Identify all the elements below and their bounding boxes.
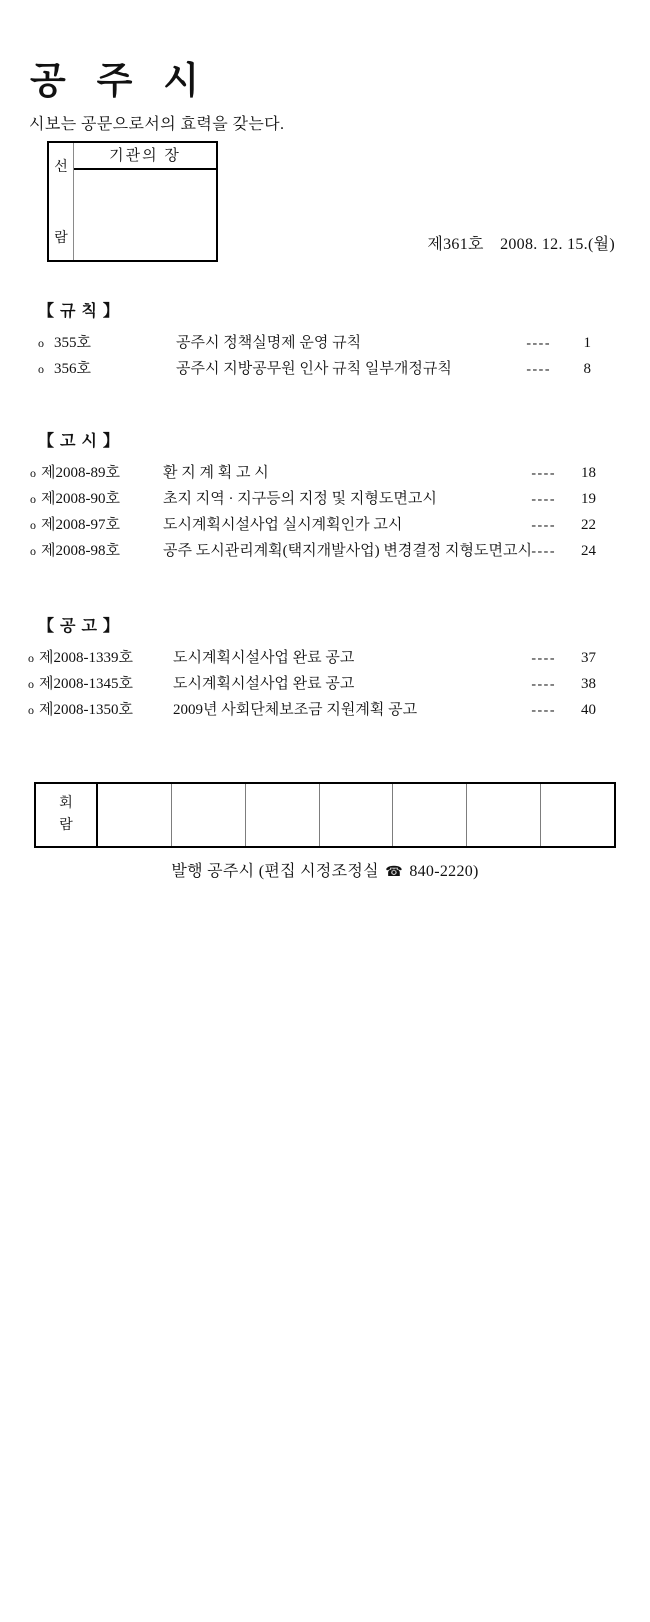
entry-leader-dots: ---- xyxy=(526,336,551,351)
approval-box xyxy=(47,141,218,262)
entry-number: 제2008-1339호 xyxy=(39,650,133,666)
entry-number: 제2008-98호 xyxy=(41,543,120,559)
entry-title: 초지 지역 · 지구등의 지정 및 지형도면고시 xyxy=(163,491,437,507)
circulation-cell[interactable] xyxy=(320,784,394,846)
list-item[interactable] xyxy=(0,646,650,672)
section-title-gosi: 【 고 시 】 xyxy=(38,433,120,450)
entry-bullet-icon: o xyxy=(38,362,44,376)
circulation-label-top: 회 xyxy=(59,796,73,812)
list-item[interactable] xyxy=(0,513,650,539)
entry-leader-dots: ---- xyxy=(531,651,556,666)
approval-right-column xyxy=(74,143,216,260)
list-item[interactable] xyxy=(0,698,650,724)
entry-page-number: 18 xyxy=(556,465,596,1385)
entry-bullet-icon: o xyxy=(30,544,36,558)
entry-title: 도시계획시설사업 완료 공고 xyxy=(173,650,355,666)
issue-number: 제361호 xyxy=(427,236,484,253)
circulation-label xyxy=(36,784,98,846)
circulation-label-bottom: 람 xyxy=(59,818,73,833)
section-title-rules: 【 규 칙 】 xyxy=(38,303,120,320)
circulation-cell[interactable] xyxy=(98,784,172,846)
entry-number: 355호 xyxy=(54,335,91,351)
list-item[interactable] xyxy=(0,487,650,513)
entry-number: 356호 xyxy=(54,361,91,377)
entry-leader-dots: ---- xyxy=(531,703,556,718)
entry-leader-dots: ---- xyxy=(531,677,556,692)
entry-title: 도시계획시설사업 실시계획인가 고시 xyxy=(163,517,403,533)
entry-leader-dots: ---- xyxy=(526,362,551,377)
page-title: 공 주 시 xyxy=(30,58,208,102)
approval-side-label xyxy=(49,143,74,260)
entry-number: 제2008-1345호 xyxy=(39,676,133,692)
issue-date: 2008. 12. 15.(월) xyxy=(500,236,615,253)
approval-side-label-bottom: 람 xyxy=(54,231,68,246)
circulation-table xyxy=(34,782,616,848)
entry-number: 제2008-90호 xyxy=(41,491,120,507)
entry-title: 공주시 정책실명제 운영 규칙 xyxy=(176,335,362,351)
entry-bullet-icon: o xyxy=(28,677,34,691)
list-item[interactable] xyxy=(0,672,650,698)
masthead-subtitle: 시보는 공문으로서의 효력을 갖는다. xyxy=(29,116,285,133)
approval-header-label: 기관의 장 xyxy=(74,143,216,170)
entry-number: 제2008-89호 xyxy=(41,465,120,481)
approval-side-label-top: 선 xyxy=(54,160,68,175)
entry-bullet-icon: o xyxy=(38,336,44,350)
entry-page-number: 40 xyxy=(556,702,596,1622)
footer xyxy=(0,858,650,881)
entry-title: 2009년 사회단체보조금 지원계획 공고 xyxy=(173,702,418,718)
entry-title: 공주시 지방공무원 인사 규칙 일부개정규칙 xyxy=(176,361,452,377)
entry-page-number: 24 xyxy=(556,543,596,1463)
entry-leader-dots: ---- xyxy=(531,518,556,533)
entry-page-number: 37 xyxy=(556,650,596,1570)
list-item[interactable] xyxy=(0,331,650,357)
entry-leader-dots: ---- xyxy=(531,466,556,481)
entry-title: 공주 도시관리계획(택지개발사업) 변경결정 지형도면고시 xyxy=(163,543,533,559)
approval-signature-area xyxy=(74,170,216,260)
entry-leader-dots: ---- xyxy=(531,544,556,559)
section-title-gonggo: 【 공 고 】 xyxy=(38,618,120,635)
entry-bullet-icon: o xyxy=(28,651,34,665)
circulation-cell[interactable] xyxy=(246,784,320,846)
circulation-cell[interactable] xyxy=(467,784,541,846)
entry-page-number: 8 xyxy=(551,361,591,1281)
footer-phone: 840-2220) xyxy=(409,863,479,880)
entry-bullet-icon: o xyxy=(28,703,34,717)
circulation-cell[interactable] xyxy=(393,784,467,846)
circulation-cell[interactable] xyxy=(541,784,614,846)
footer-publisher: 발행 공주시 (편집 시정조정실 xyxy=(171,863,379,880)
entry-number: 제2008-97호 xyxy=(41,517,120,533)
list-item[interactable] xyxy=(0,539,650,565)
list-item[interactable] xyxy=(0,357,650,383)
section-gosi xyxy=(0,428,650,565)
list-item[interactable] xyxy=(0,461,650,487)
entry-page-number: 19 xyxy=(556,491,596,1411)
entry-bullet-icon: o xyxy=(30,518,36,532)
entry-title: 환 지 계 획 고 시 xyxy=(163,465,269,481)
entry-page-number: 22 xyxy=(556,517,596,1437)
circulation-cell[interactable] xyxy=(172,784,246,846)
entry-leader-dots: ---- xyxy=(531,492,556,507)
entry-page-number: 38 xyxy=(556,676,596,1596)
entry-title: 도시계획시설사업 완료 공고 xyxy=(173,676,355,692)
section-rules xyxy=(0,298,650,383)
telephone-icon: ☎ xyxy=(385,865,403,880)
issue-line xyxy=(427,231,615,254)
entry-page-number: 1 xyxy=(551,335,591,1255)
section-gonggo xyxy=(0,613,650,724)
entry-bullet-icon: o xyxy=(30,492,36,506)
entry-bullet-icon: o xyxy=(30,466,36,480)
entry-number: 제2008-1350호 xyxy=(39,702,133,718)
